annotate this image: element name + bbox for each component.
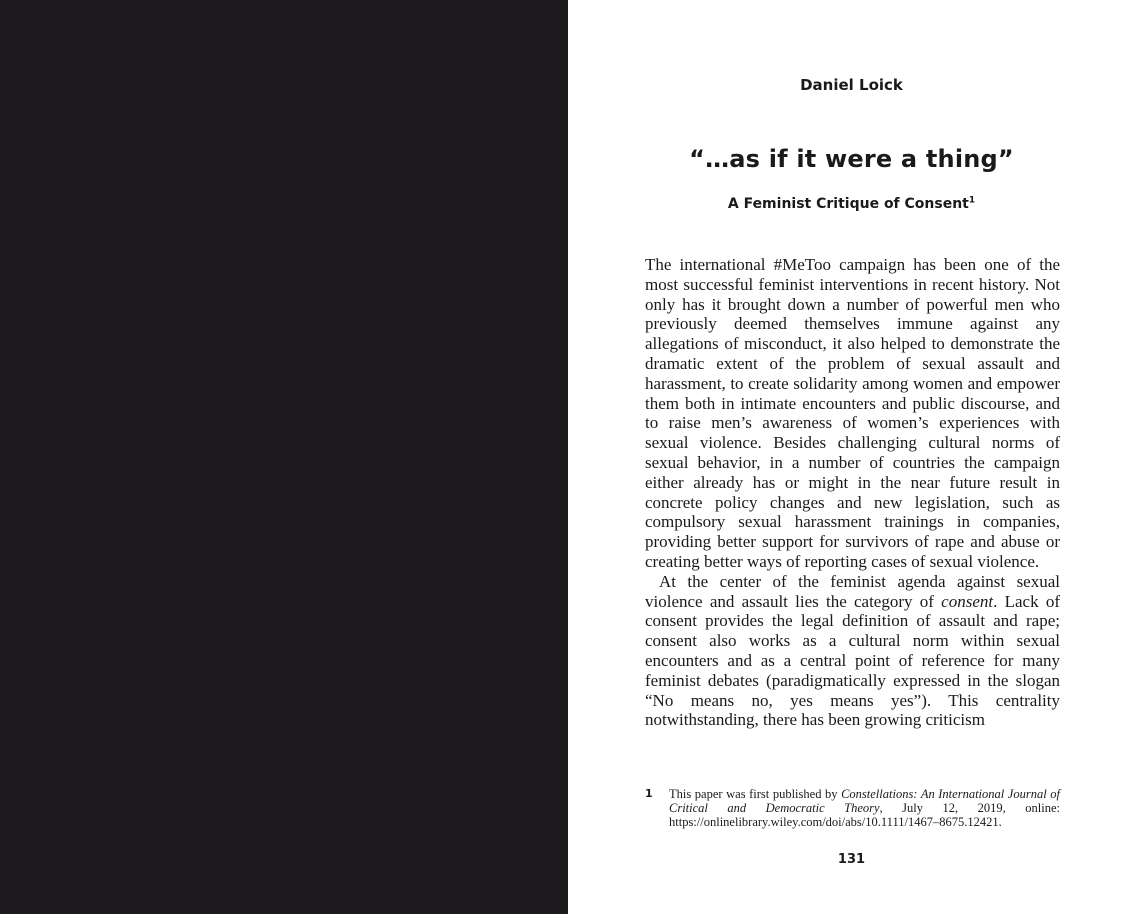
paragraph-2-part-1: At the center of the feminist agenda against sexual violence and assault lies the category of xyxy=(645,571,1060,611)
footnote-journal: Constellations: An International Journal of Critical and Democratic Theory xyxy=(669,787,1060,815)
page-number: 131 xyxy=(837,852,866,867)
paragraph-2-part-2: . Lack of consent provides the legal definition of assault and rape; consent also works as a cultural norm within sexual encounters and as a central point of reference for many feminist debates (paradigmatically expressed in the slogan “No means no, yes means yes”). This centrality notwithstanding, there has been growing criticism xyxy=(645,591,1060,730)
footnote-marker[interactable]: 1 xyxy=(968,195,976,206)
body-text xyxy=(645,255,1060,730)
footnote-text-part-2: , July 12, 2019, online: https://onlinelibrary.wiley.com/doi/abs/10.1111/1467–8675.12421. xyxy=(669,801,1060,829)
footnote-text-part-1: This paper was first published by xyxy=(669,787,842,801)
paragraph-1: The international #MeToo campaign has been one of the most successful feminist interventions in recent history. Not only has it brought down a number of powerful men who previously deemed themselves immune against any allegations of misconduct, it also helped to demonstrate the dramatic extent of the problem of sexual assault and harassment, to create solidarity among women and empower them both in intimate encounters and public discourse, and to raise men’s awareness of women’s experiences with sexual violence. Besides challenging cultural norms of sexual behavior, in a number of countries the campaign either already has or might in the near future result in concrete policy changes and new legislation, such as compulsory sexual harassment trainings in companies, providing better support for survivors of rape and abuse or creating better ways of reporting cases of sexual violence. xyxy=(645,255,1060,571)
book-page xyxy=(568,0,1135,914)
chapter-subtitle xyxy=(568,196,1135,212)
chapter-title: “…as if it were a thing” xyxy=(689,145,1014,173)
subtitle-text: A Feminist Critique of Consent xyxy=(727,196,969,212)
paragraph-2-emphasis: consent xyxy=(941,591,994,611)
paragraph-2 xyxy=(645,572,1060,730)
author-name: Daniel Loick xyxy=(800,76,903,94)
footnote-number: 1 xyxy=(645,787,653,800)
footnote xyxy=(645,787,1060,829)
footnote-text xyxy=(669,787,1060,829)
